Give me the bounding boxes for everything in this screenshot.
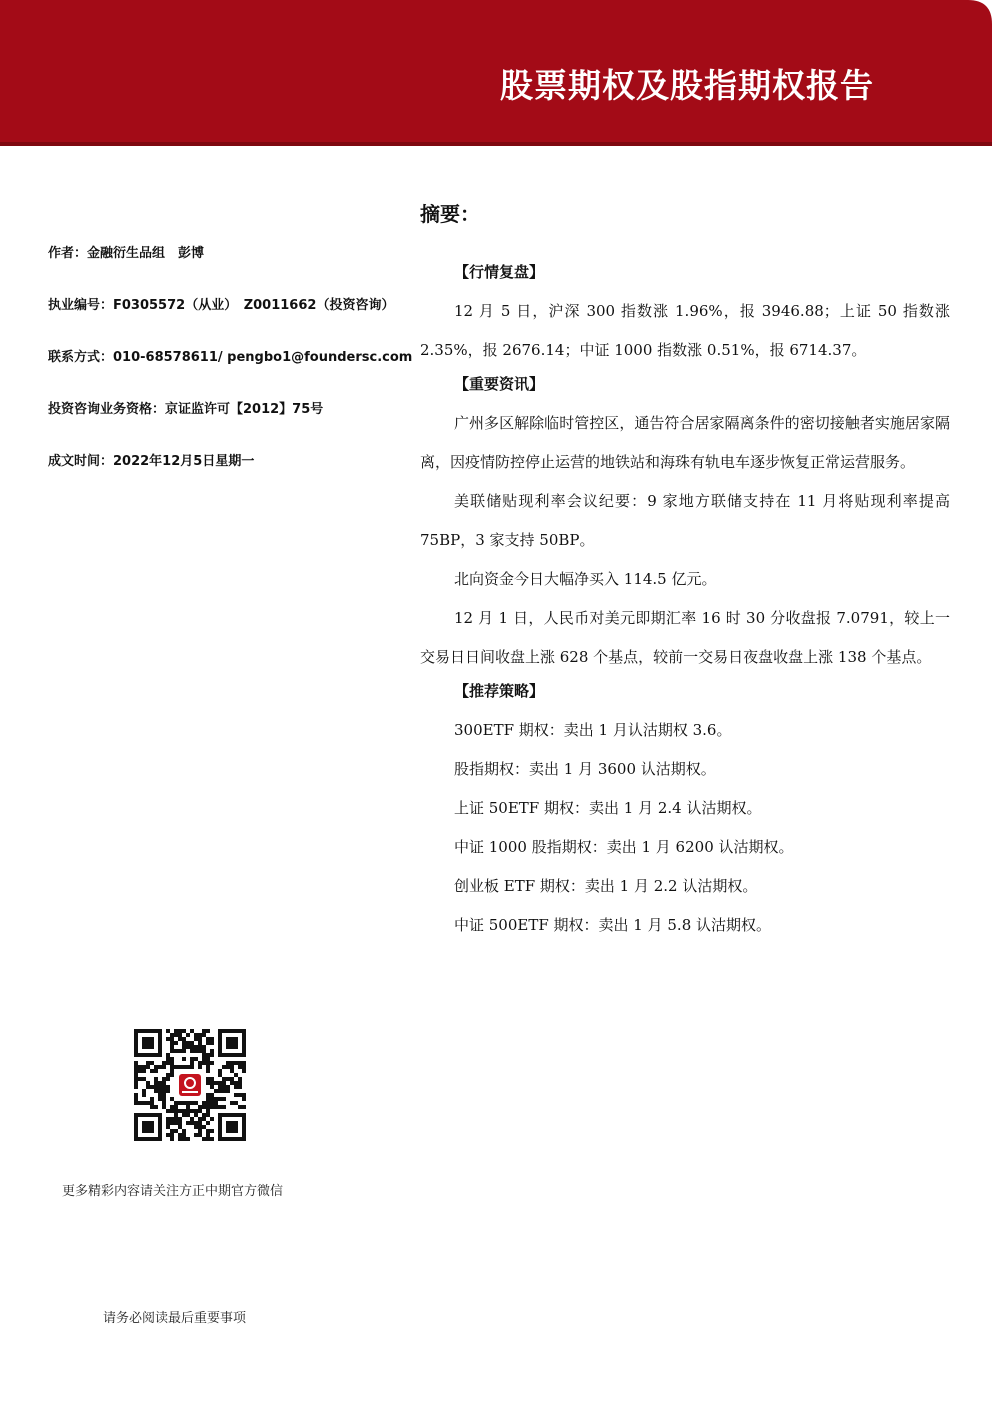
qr-module — [206, 1133, 210, 1137]
qr-module — [234, 1101, 238, 1105]
qr-module — [190, 1121, 194, 1125]
qr-module — [178, 1117, 182, 1121]
qr-module — [202, 1137, 206, 1141]
qr-module — [242, 1093, 246, 1097]
qr-module — [230, 1081, 234, 1085]
report-title: 股票期权及股指期权报告 — [500, 66, 874, 105]
qr-module — [178, 1037, 182, 1041]
qr-module — [166, 1053, 170, 1057]
qr-module — [198, 1117, 202, 1121]
qr-module — [166, 1085, 170, 1089]
qr-module — [190, 1045, 194, 1049]
qr-module — [170, 1129, 174, 1133]
qr-module — [210, 1037, 214, 1041]
qr-module — [194, 1045, 198, 1049]
qr-module — [190, 1029, 194, 1033]
qr-module — [182, 1037, 186, 1041]
qr-module — [150, 1097, 154, 1101]
qr-module — [214, 1089, 218, 1093]
qr-module — [202, 1101, 206, 1105]
qr-module — [198, 1037, 202, 1041]
news-paragraph: 12 月 1 日，人民币对美元即期汇率 16 时 30 分收盘报 7.0791，较上一交易日日间收盘上涨 628 个基点，较前一交易日夜盘收盘上涨 138 个基点。 — [420, 609, 950, 666]
qr-module — [182, 1109, 186, 1113]
qr-module — [242, 1105, 246, 1109]
qr-module — [194, 1049, 198, 1053]
qr-module — [166, 1089, 170, 1093]
qr-module — [230, 1077, 234, 1081]
strategy-item: 股指期权：卖出 1 月 3600 认沽期权。 — [454, 760, 716, 778]
qr-module — [206, 1121, 210, 1125]
qr-module — [186, 1105, 190, 1109]
qr-module — [186, 1113, 190, 1117]
qr-module — [198, 1065, 202, 1069]
qr-module — [238, 1077, 242, 1081]
qr-module — [146, 1081, 150, 1085]
qr-module — [218, 1085, 222, 1089]
qr-module — [226, 1061, 230, 1065]
qr-module — [194, 1109, 198, 1113]
strategy-item: 中证 500ETF 期权：卖出 1 月 5.8 认沽期权。 — [454, 916, 772, 934]
qr-module — [186, 1045, 190, 1049]
qr-module — [138, 1069, 142, 1073]
qr-module — [202, 1045, 206, 1049]
qr-module — [230, 1101, 234, 1105]
section-heading-market-review: 【行情复盘】 — [454, 263, 545, 281]
qr-module — [174, 1129, 178, 1133]
qr-module — [206, 1137, 210, 1141]
qr-module — [158, 1089, 162, 1093]
qr-module — [218, 1097, 222, 1101]
qr-module — [170, 1109, 174, 1113]
qr-module — [170, 1133, 174, 1137]
qr-module — [166, 1061, 170, 1065]
qr-module — [206, 1057, 210, 1061]
qr-module — [234, 1081, 238, 1085]
qr-module — [170, 1069, 174, 1073]
qr-module — [214, 1105, 218, 1109]
qr-module — [150, 1061, 154, 1065]
qr-module — [198, 1109, 202, 1113]
qr-module — [178, 1137, 182, 1141]
qr-module — [222, 1105, 226, 1109]
qr-module — [154, 1105, 158, 1109]
qr-module — [198, 1105, 202, 1109]
qr-module — [190, 1117, 194, 1121]
qr-module — [142, 1077, 146, 1081]
qr-module — [178, 1033, 182, 1037]
qr-module — [182, 1129, 186, 1133]
footer-note: 请务必阅读最后重要事项 — [103, 1311, 247, 1326]
qr-module — [194, 1133, 198, 1137]
qr-module — [206, 1097, 210, 1101]
qr-module — [218, 1105, 222, 1109]
qr-module — [206, 1041, 210, 1045]
qr-module — [202, 1113, 206, 1117]
qr-module — [218, 1089, 222, 1093]
qr-module — [234, 1061, 238, 1065]
qr-module — [194, 1125, 198, 1129]
qr-module — [174, 1033, 178, 1037]
qr-module — [186, 1121, 190, 1125]
qr-module — [230, 1065, 234, 1069]
qr-module — [190, 1049, 194, 1053]
qr-module — [178, 1133, 182, 1137]
qr-module — [138, 1077, 142, 1081]
strategy-item: 创业板 ETF 期权：卖出 1 月 2.2 认沽期权。 — [454, 877, 758, 895]
qr-module — [134, 1101, 138, 1105]
strategy-item: 上证 50ETF 期权：卖出 1 月 2.4 认沽期权。 — [454, 799, 762, 817]
qr-module — [182, 1041, 186, 1045]
qr-module — [166, 1133, 170, 1137]
qr-module — [162, 1089, 166, 1093]
qr-finder-top-right — [218, 1029, 246, 1057]
qr-module — [162, 1101, 166, 1105]
qr-module — [158, 1065, 162, 1069]
qr-module — [178, 1109, 182, 1113]
wechat-qr-code — [134, 1029, 246, 1141]
meta-license-no: 执业编号：F0305572（从业） Z0011662（投资咨询） — [48, 298, 395, 313]
qr-module — [134, 1093, 138, 1097]
qr-module — [174, 1105, 178, 1109]
qr-module — [206, 1053, 210, 1057]
qr-module — [178, 1049, 182, 1053]
qr-module — [190, 1061, 194, 1065]
qr-module — [162, 1081, 166, 1085]
qr-module — [182, 1045, 186, 1049]
qr-module — [170, 1105, 174, 1109]
qr-module — [162, 1093, 166, 1097]
qr-module — [206, 1065, 210, 1069]
qr-module — [222, 1077, 226, 1081]
strategy-item: 300ETF 期权：卖出 1 月认沽期权 3.6。 — [454, 721, 732, 739]
qr-module — [202, 1053, 206, 1057]
qr-module — [134, 1069, 138, 1073]
qr-module — [170, 1045, 174, 1049]
qr-module — [170, 1073, 174, 1077]
qr-finder-top-left — [134, 1029, 162, 1057]
qr-module — [186, 1041, 190, 1045]
qr-module — [142, 1089, 146, 1093]
qr-module — [210, 1097, 214, 1101]
qr-module — [162, 1097, 166, 1101]
meta-qualification: 投资咨询业务资格：京证监许可【2012】75号 — [48, 402, 324, 417]
qr-module — [138, 1065, 142, 1069]
qr-module — [186, 1033, 190, 1037]
summary-heading: 摘要： — [420, 202, 480, 226]
qr-module — [154, 1069, 158, 1073]
qr-module — [158, 1093, 162, 1097]
qr-module — [222, 1085, 226, 1089]
qr-module — [150, 1105, 154, 1109]
qr-module — [198, 1049, 202, 1053]
qr-module — [214, 1097, 218, 1101]
qr-module — [210, 1085, 214, 1089]
qr-module — [210, 1053, 214, 1057]
qr-module — [222, 1081, 226, 1085]
qr-module — [158, 1085, 162, 1089]
qr-module — [210, 1081, 214, 1085]
qr-module — [170, 1121, 174, 1125]
qr-module — [218, 1073, 222, 1077]
qr-module — [134, 1061, 138, 1065]
qr-module — [238, 1065, 242, 1069]
qr-module — [190, 1057, 194, 1061]
qr-module — [162, 1065, 166, 1069]
market-review-paragraph: 12 月 5 日，沪深 300 指数涨 1.96%，报 3946.88；上证 50 指数涨 2.35%，报 2676.14；中证 1000 指数涨 0.51%，报 6714.37。 — [420, 302, 950, 359]
qr-module — [162, 1105, 166, 1109]
qr-module — [190, 1109, 194, 1113]
qr-module — [166, 1125, 170, 1129]
qr-module — [186, 1101, 190, 1105]
qr-module — [202, 1061, 206, 1065]
qr-module — [146, 1101, 150, 1105]
qr-module — [190, 1065, 194, 1069]
qr-module — [206, 1109, 210, 1113]
qr-module — [150, 1101, 154, 1105]
qr-module — [174, 1065, 178, 1069]
qr-module — [134, 1081, 138, 1085]
qr-module — [202, 1029, 206, 1033]
qr-module — [210, 1093, 214, 1097]
qr-module — [226, 1065, 230, 1069]
qr-module — [170, 1117, 174, 1121]
qr-module — [198, 1033, 202, 1037]
qr-module — [174, 1117, 178, 1121]
qr-module — [170, 1137, 174, 1141]
qr-module — [146, 1061, 150, 1065]
qr-module — [134, 1077, 138, 1081]
qr-module — [178, 1125, 182, 1129]
qr-module — [166, 1057, 170, 1061]
qr-module — [158, 1097, 162, 1101]
qr-module — [166, 1077, 170, 1081]
qr-module — [198, 1129, 202, 1133]
qr-module — [182, 1113, 186, 1117]
qr-module — [166, 1037, 170, 1041]
qr-module — [170, 1057, 174, 1061]
qr-module — [170, 1049, 174, 1053]
qr-module — [206, 1077, 210, 1081]
qr-module — [206, 1081, 210, 1085]
qr-module — [162, 1077, 166, 1081]
qr-module — [202, 1057, 206, 1061]
qr-module — [166, 1109, 170, 1113]
qr-module — [238, 1093, 242, 1097]
qr-module — [170, 1097, 174, 1101]
qr-module — [206, 1129, 210, 1133]
qr-module — [202, 1049, 206, 1053]
qr-module — [214, 1081, 218, 1085]
qr-module — [150, 1069, 154, 1073]
qr-finder-bottom-left — [134, 1113, 162, 1141]
qr-module — [226, 1077, 230, 1081]
news-paragraph: 北向资金今日大幅净买入 114.5 亿元。 — [454, 570, 717, 588]
qr-module — [182, 1049, 186, 1053]
qr-module — [234, 1085, 238, 1089]
news-paragraph: 广州多区解除临时管控区，通告符合居家隔离条件的密切接触者实施居家隔离，因疫情防控停止运营的地铁站和海珠有轨电车逐步恢复正常运营服务。 — [420, 414, 950, 471]
qr-module — [218, 1081, 222, 1085]
section-heading-key-news: 【重要资讯】 — [454, 375, 545, 393]
qr-module — [174, 1109, 178, 1113]
news-paragraph: 美联储贴现利率会议纪要：9 家地方联储支持在 11 月将贴现利率提高 75BP，3 家支持 50BP。 — [420, 492, 950, 549]
qr-module — [226, 1089, 230, 1093]
qr-module — [134, 1097, 138, 1101]
qr-module — [210, 1137, 214, 1141]
qr-module — [210, 1117, 214, 1121]
qr-module — [170, 1037, 174, 1041]
qr-module — [138, 1101, 142, 1105]
qr-module — [162, 1061, 166, 1065]
qr-module — [238, 1081, 242, 1085]
qr-module — [154, 1085, 158, 1089]
qr-module — [206, 1061, 210, 1065]
qr-module — [174, 1121, 178, 1125]
qr-module — [150, 1085, 154, 1089]
qr-module — [218, 1069, 222, 1073]
qr-module — [134, 1085, 138, 1089]
qr-module — [142, 1069, 146, 1073]
qr-module — [206, 1069, 210, 1073]
qr-module — [210, 1101, 214, 1105]
qr-module — [234, 1073, 238, 1077]
qr-module — [146, 1065, 150, 1069]
qr-module — [242, 1065, 246, 1069]
qr-module — [174, 1113, 178, 1117]
qr-center-logo — [176, 1071, 204, 1099]
qr-module — [170, 1041, 174, 1045]
meta-author: 作者：金融衍生品组 彭博 — [48, 246, 205, 261]
qr-module — [194, 1057, 198, 1061]
qr-module — [238, 1061, 242, 1065]
qr-module — [194, 1037, 198, 1041]
qr-module — [238, 1105, 242, 1109]
qr-module — [210, 1041, 214, 1045]
qr-module — [142, 1093, 146, 1097]
qr-module — [206, 1101, 210, 1105]
qr-module — [210, 1105, 214, 1109]
qr-module — [198, 1041, 202, 1045]
qr-module — [182, 1101, 186, 1105]
qr-module — [202, 1105, 206, 1109]
qr-module — [182, 1133, 186, 1137]
qr-module — [206, 1037, 210, 1041]
qr-module — [134, 1065, 138, 1069]
qr-module — [206, 1093, 210, 1097]
qr-module — [154, 1089, 158, 1093]
qr-module — [170, 1033, 174, 1037]
qr-module — [190, 1101, 194, 1105]
qr-module — [222, 1089, 226, 1093]
qr-module — [182, 1065, 186, 1069]
qr-module — [178, 1121, 182, 1125]
qr-module — [210, 1077, 214, 1081]
qr-module — [186, 1137, 190, 1141]
section-heading-strategy: 【推荐策略】 — [454, 682, 545, 700]
qr-module — [202, 1117, 206, 1121]
qr-module — [194, 1101, 198, 1105]
qr-module — [166, 1029, 170, 1033]
qr-module — [166, 1073, 170, 1077]
qr-module — [242, 1061, 246, 1065]
qr-module — [170, 1065, 174, 1069]
qr-module — [194, 1033, 198, 1037]
qr-module — [166, 1117, 170, 1121]
qr-module — [214, 1101, 218, 1105]
qr-module — [242, 1069, 246, 1073]
qr-finder-bottom-right — [218, 1113, 246, 1141]
qr-module — [182, 1057, 186, 1061]
qr-module — [194, 1113, 198, 1117]
qr-module — [154, 1081, 158, 1085]
qr-module — [206, 1029, 210, 1033]
strategy-item: 中证 1000 股指期权：卖出 1 月 6200 认沽期权。 — [454, 838, 794, 856]
meta-date: 成文时间：2022年12月5日星期一 — [48, 454, 255, 469]
meta-contact: 联系方式：010-68578611/ pengbo1@foundersc.com — [48, 350, 413, 365]
qr-module — [174, 1029, 178, 1033]
qr-module — [206, 1113, 210, 1117]
qr-module — [178, 1101, 182, 1105]
qr-module — [142, 1101, 146, 1105]
qr-module — [222, 1065, 226, 1069]
qr-module — [242, 1097, 246, 1101]
qr-module — [134, 1073, 138, 1077]
qr-module — [170, 1061, 174, 1065]
qr-module — [178, 1065, 182, 1069]
qr-module — [186, 1065, 190, 1069]
qr-module — [198, 1061, 202, 1065]
qr-module — [174, 1041, 178, 1045]
qr-module — [174, 1101, 178, 1105]
qr-module — [230, 1069, 234, 1073]
qr-module — [206, 1105, 210, 1109]
qr-module — [182, 1137, 186, 1141]
qr-module — [166, 1121, 170, 1125]
report-meta — [48, 244, 413, 504]
qr-module — [154, 1077, 158, 1081]
qr-module — [154, 1065, 158, 1069]
qr-module — [198, 1045, 202, 1049]
summary-column — [420, 196, 950, 945]
qr-module — [238, 1085, 242, 1089]
qr-module — [202, 1033, 206, 1037]
qr-caption: 更多精彩内容请关注方正中期官方微信 — [62, 1184, 284, 1199]
qr-module — [178, 1029, 182, 1033]
qr-module — [142, 1065, 146, 1069]
qr-module — [198, 1125, 202, 1129]
qr-module — [230, 1061, 234, 1065]
qr-module — [234, 1093, 238, 1097]
qr-module — [198, 1133, 202, 1137]
qr-module — [202, 1125, 206, 1129]
qr-module — [198, 1121, 202, 1125]
qr-module — [222, 1097, 226, 1101]
qr-module — [226, 1085, 230, 1089]
qr-module — [210, 1061, 214, 1065]
qr-module — [186, 1109, 190, 1113]
qr-module — [194, 1121, 198, 1125]
qr-code-image — [134, 1029, 246, 1141]
qr-module — [210, 1129, 214, 1133]
qr-module — [162, 1085, 166, 1089]
qr-module — [190, 1041, 194, 1045]
qr-module — [158, 1081, 162, 1085]
qr-module — [146, 1085, 150, 1089]
qr-module — [182, 1029, 186, 1033]
qr-module — [174, 1049, 178, 1053]
header-banner — [0, 0, 992, 146]
qr-module — [210, 1049, 214, 1053]
